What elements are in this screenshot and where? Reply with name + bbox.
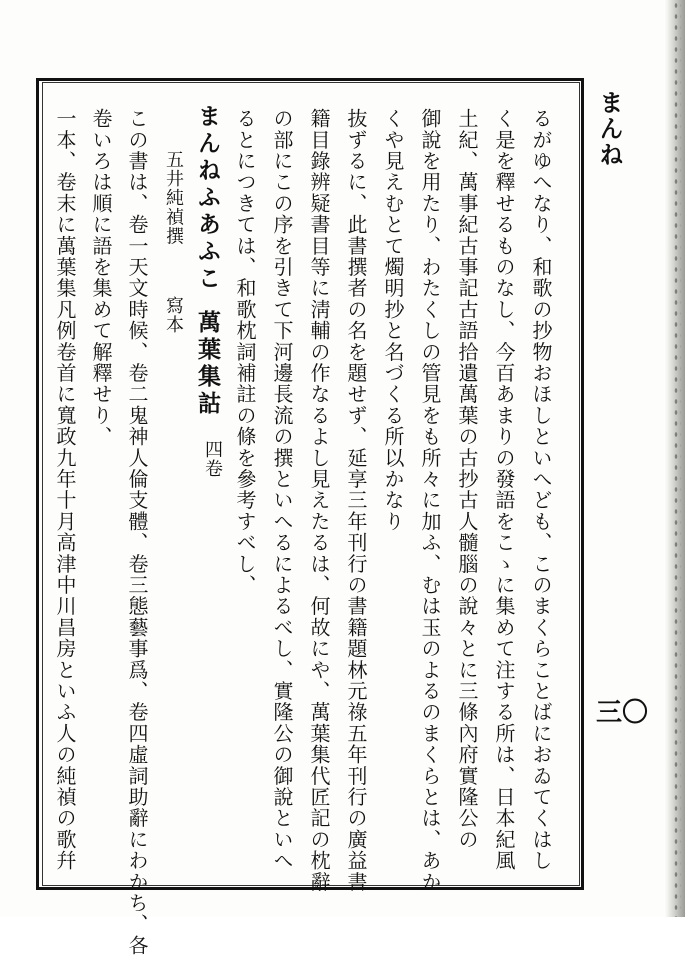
entry-book-title: 萬葉集詁 [194,310,221,418]
entry-edition: 寫本 [163,296,184,335]
body-line: 一本、卷末に萬葉集凡例卷首に寬政九年十月高津中川昌房といふ人の純禎の歌幷 [53,108,77,872]
text-column: 籍目錄辨疑書目等に淸輔の作なるよし見えたるは、何故にや、萬葉集代匠記の枕辭 [307,108,331,893]
page-number: 三〇 [596,698,649,728]
text-column: るがゆへなり、和歌の抄物おほしといへども、このまくらことばにおゐてくはし [529,108,553,872]
text-column: く是を釋せるものなし、今百あまりの發語をこゝに集めて注する所は、日本紀風 [492,108,516,872]
binding-texture [673,0,681,917]
text-column: の部にこの序を引きて下河邊長流の撰といへるによるべし、實隆公の御說といへ [270,108,294,872]
body-line: 卷いろは順に語を集めて解釋せり、 [89,108,113,448]
text-column: るとにつきては、和歌枕詞補註の條を參考すべし、 [233,108,257,596]
text-column: くや見えむとて燭明抄と名づくる所以かなり [381,108,405,532]
body-line: この書は、卷一天文時候、卷二鬼神人倫支體、卷三態藝事爲、卷四虛詞助辭にわかち、各 [125,108,149,956]
text-column: 土紀、萬事紀古事記古語拾遺萬葉の古抄古人髓腦の說々とに三條內府實隆公の [455,108,479,850]
text-column: 抜ずるに、此書撰者の名を題せず、延享三年刊行の書籍題林元祿五年刊行の廣益書 [344,108,368,893]
entry-title: まんねふあふこ [194,104,221,293]
text-column: 御說を用たり、わたくしの管見をも所々に加ふ、むは玉のよるのまくらとは、あか [418,108,442,893]
entry-author: 五井純禎撰 [163,150,184,246]
running-header: まんね [595,90,624,168]
entry-volumes: 四卷 [202,440,223,479]
